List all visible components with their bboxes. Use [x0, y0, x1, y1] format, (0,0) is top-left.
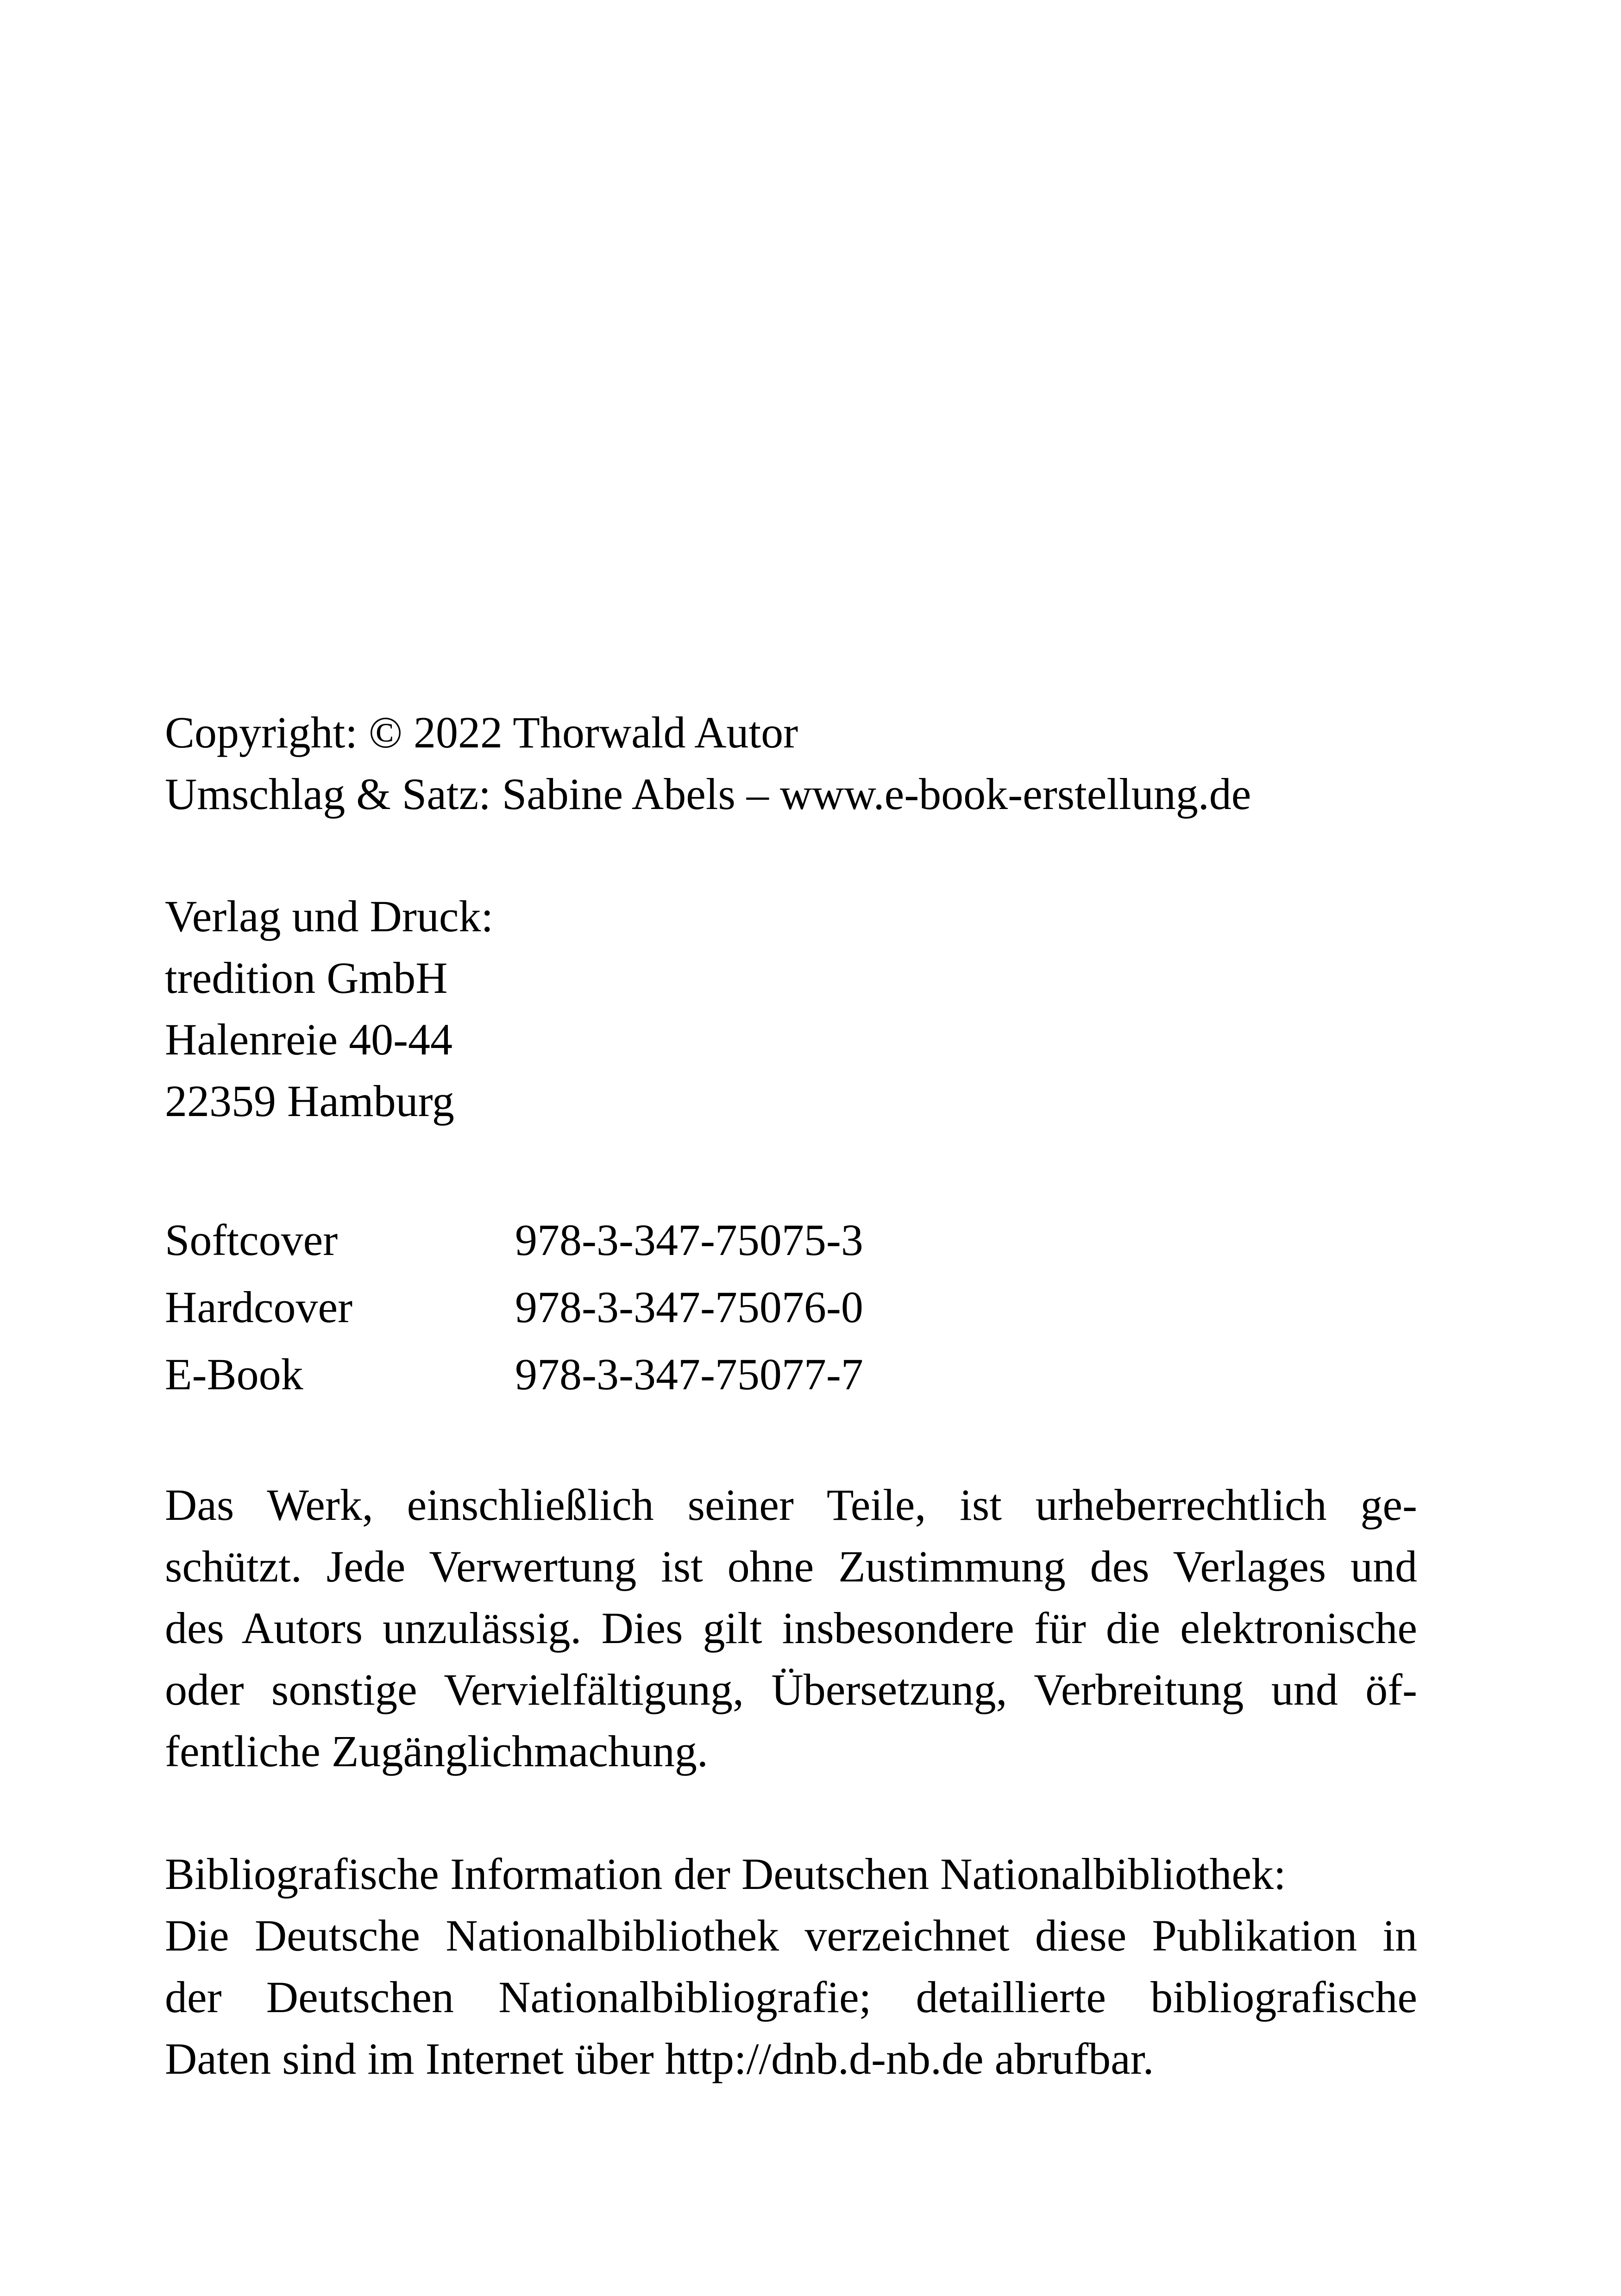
isbn-format: E-Book: [165, 1349, 303, 1399]
notice-line: fentliche Zugänglichmachung.: [165, 1726, 708, 1776]
bibliographic-line: Die Deutsche Nationalbibliothek verzeichnet diese Publikation in: [165, 1911, 1417, 1960]
bibliographic-line: der Deutschen Nationalbibliografie; detaillierte bibliografische: [165, 1972, 1417, 2022]
bibliographic-line: Daten sind im Internet über http://dnb.d-nb.de abrufbar.: [165, 2034, 1154, 2083]
isbn-number: 978-3-347-75077-7: [515, 1349, 863, 1399]
isbn-row-ebook: [165, 1341, 1417, 1408]
bibliographic-heading: Bibliografische Information der Deutschen Nationalbibliothek:: [165, 1849, 1286, 1899]
isbn-format: Hardcover: [165, 1282, 353, 1332]
publisher-name: tredition GmbH: [165, 953, 448, 1003]
isbn-list: [165, 1206, 1417, 1408]
cover-typesetting-credit: Umschlag & Satz: Sabine Abels – www.e-book-erstellung.de: [165, 769, 1251, 819]
bibliographic-information: [165, 1843, 1417, 2089]
isbn-number: 978-3-347-75075-3: [515, 1215, 863, 1265]
notice-line: des Autors unzulässig. Dies gilt insbesondere für die elektronische: [165, 1603, 1417, 1653]
isbn-format: Softcover: [165, 1215, 338, 1265]
isbn-number: 978-3-347-75076-0: [515, 1282, 863, 1332]
copyright-block: [165, 702, 1417, 825]
notice-line: oder sonstige Vervielfältigung, Übersetzung, Verbreitung und öf-: [165, 1665, 1417, 1714]
isbn-row-softcover: [165, 1206, 1417, 1273]
copyright-notice: [165, 1474, 1417, 1782]
publisher-address: [165, 885, 1417, 1132]
notice-line: Das Werk, einschließlich seiner Teile, ist urheberrechtlich ge-: [165, 1480, 1417, 1530]
publisher-street: Halenreie 40-44: [165, 1015, 453, 1064]
notice-line: schützt. Jede Verwertung ist ohne Zustimmung des Verlages und: [165, 1542, 1417, 1591]
publisher-heading: Verlag und Druck:: [165, 891, 494, 941]
isbn-row-hardcover: [165, 1273, 1417, 1341]
publisher-city: 22359 Hamburg: [165, 1076, 454, 1126]
copyright-line: Copyright: © 2022 Thorwald Autor: [165, 708, 798, 757]
